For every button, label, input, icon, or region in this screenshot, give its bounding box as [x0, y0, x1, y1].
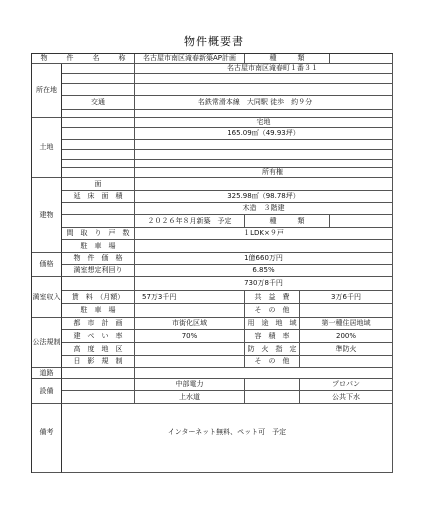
blank-cell [62, 391, 135, 404]
blank-cell [135, 110, 393, 118]
blank-cell [62, 84, 135, 96]
property-summary-table [31, 53, 393, 473]
property-type-value [330, 54, 393, 64]
built-date-value: ２０２６年８月新築 予定 [135, 215, 245, 228]
blank-cell [135, 178, 393, 191]
transport-value: 名鉄常滑本線 大同駅 徒歩 約９分 [135, 96, 393, 110]
land-rights-value: 所有権 [135, 168, 393, 178]
building-type-value [330, 215, 393, 228]
land-area-value: 165.09㎡（49.93坪） [135, 128, 393, 140]
gas-value: プロパン [300, 379, 393, 391]
blank-cell [245, 379, 300, 391]
blank-cell [135, 150, 393, 160]
blank-cell [62, 64, 135, 74]
building-type-label: 種 類 [245, 215, 330, 228]
blank-cell [62, 140, 135, 150]
common-fee-label: 共 益 費 [245, 291, 300, 304]
blank-cell [62, 160, 135, 168]
blank-cell [135, 140, 393, 150]
blank-cell [62, 150, 135, 160]
fire-zone-label: 防 火 指 定 [245, 343, 300, 356]
blank-cell [62, 368, 135, 379]
blank-cell [62, 118, 135, 128]
fire-zone-value: 準防火 [300, 343, 393, 356]
blank-cell [62, 215, 135, 228]
structure-value: 木造 ３階建 [135, 203, 393, 215]
blank-cell [245, 391, 300, 404]
section-road-label: 道路 [32, 368, 62, 379]
blank-cell [135, 74, 393, 84]
blank-cell [135, 343, 245, 356]
transport-label: 交通 [62, 96, 135, 110]
yield-label: 満室想定利回り [62, 265, 135, 277]
document-title: 物件概要書 [184, 35, 244, 48]
annual-income-value: 730万8千円 [135, 277, 393, 291]
blank-cell [135, 304, 245, 318]
layout-label: 間 取 り 戸 数 [62, 228, 135, 240]
section-regulations-label: 公法規制 [32, 318, 62, 368]
land-category-value: 宅地 [135, 118, 393, 128]
building-area-label: 面 [62, 178, 135, 191]
section-facilities-label: 設備 [32, 379, 62, 404]
regulations-other-label: そ の 他 [245, 356, 300, 368]
common-fee-value: 3万6千円 [300, 291, 393, 304]
price-value: 1億660万円 [135, 253, 393, 265]
section-income-label: 満室収入 [32, 277, 62, 318]
blank-cell [135, 84, 393, 96]
section-building-label: 建物 [32, 178, 62, 253]
coverage-value: 70% [135, 330, 245, 343]
water-value: 上水道 [135, 391, 245, 404]
floor-area-ratio-label: 容 積 率 [245, 330, 300, 343]
blank-cell [135, 160, 393, 168]
remarks-value: インターネット無料、ペット可 予定 [62, 404, 393, 473]
blank-cell [62, 128, 135, 140]
blank-cell [62, 277, 135, 291]
zoning-label: 用 途 地 域 [245, 318, 300, 330]
yield-value: 6.85% [135, 265, 393, 277]
zoning-value: 第一種住居地域 [300, 318, 393, 330]
blank-cell [62, 168, 135, 178]
property-name-label: 物 件 名 称 [32, 54, 135, 64]
layout-value: １LDK×９戸 [135, 228, 393, 240]
city-planning-label: 都 市 計 画 [62, 318, 135, 330]
blank-cell [300, 304, 393, 318]
section-location-label: 所在地 [32, 64, 62, 118]
floor-area-ratio-value: 200% [300, 330, 393, 343]
city-planning-value: 市街化区域 [135, 318, 245, 330]
property-name-value: 名古屋市南区滝春新築AP計画 [135, 54, 245, 64]
property-type-label: 種 類 [245, 54, 330, 64]
income-parking-label: 駐 車 場 [62, 304, 135, 318]
coverage-label: 建 ぺ い 率 [62, 330, 135, 343]
height-district-label: 高 度 地 区 [62, 343, 135, 356]
section-remarks-label: 備考 [32, 404, 62, 473]
floor-area-value: 325.98㎡（98.78坪） [135, 191, 393, 203]
income-other-label: そ の 他 [245, 304, 300, 318]
building-parking-label: 駐 車 場 [62, 240, 135, 253]
shadow-regulation-label: 日 影 規 制 [62, 356, 135, 368]
section-land-label: 土地 [32, 118, 62, 178]
price-label: 物 件 価 格 [62, 253, 135, 265]
rent-label: 賃 料 （月額） [62, 291, 135, 304]
blank-cell [62, 74, 135, 84]
section-price-label: 価格 [32, 253, 62, 277]
blank-cell [62, 110, 135, 118]
blank-cell [135, 368, 393, 379]
address-value: 名古屋市南区滝春町１番３１ [135, 64, 393, 74]
electricity-value: 中部電力 [135, 379, 245, 391]
floor-area-label: 延 床 面 積 [62, 191, 135, 203]
blank-cell [135, 240, 393, 253]
sewage-value: 公共下水 [300, 391, 393, 404]
blank-cell [62, 379, 135, 391]
blank-cell [135, 356, 245, 368]
rent-value: 57万3千円 [135, 291, 245, 304]
blank-cell [300, 356, 393, 368]
blank-cell [62, 203, 135, 215]
